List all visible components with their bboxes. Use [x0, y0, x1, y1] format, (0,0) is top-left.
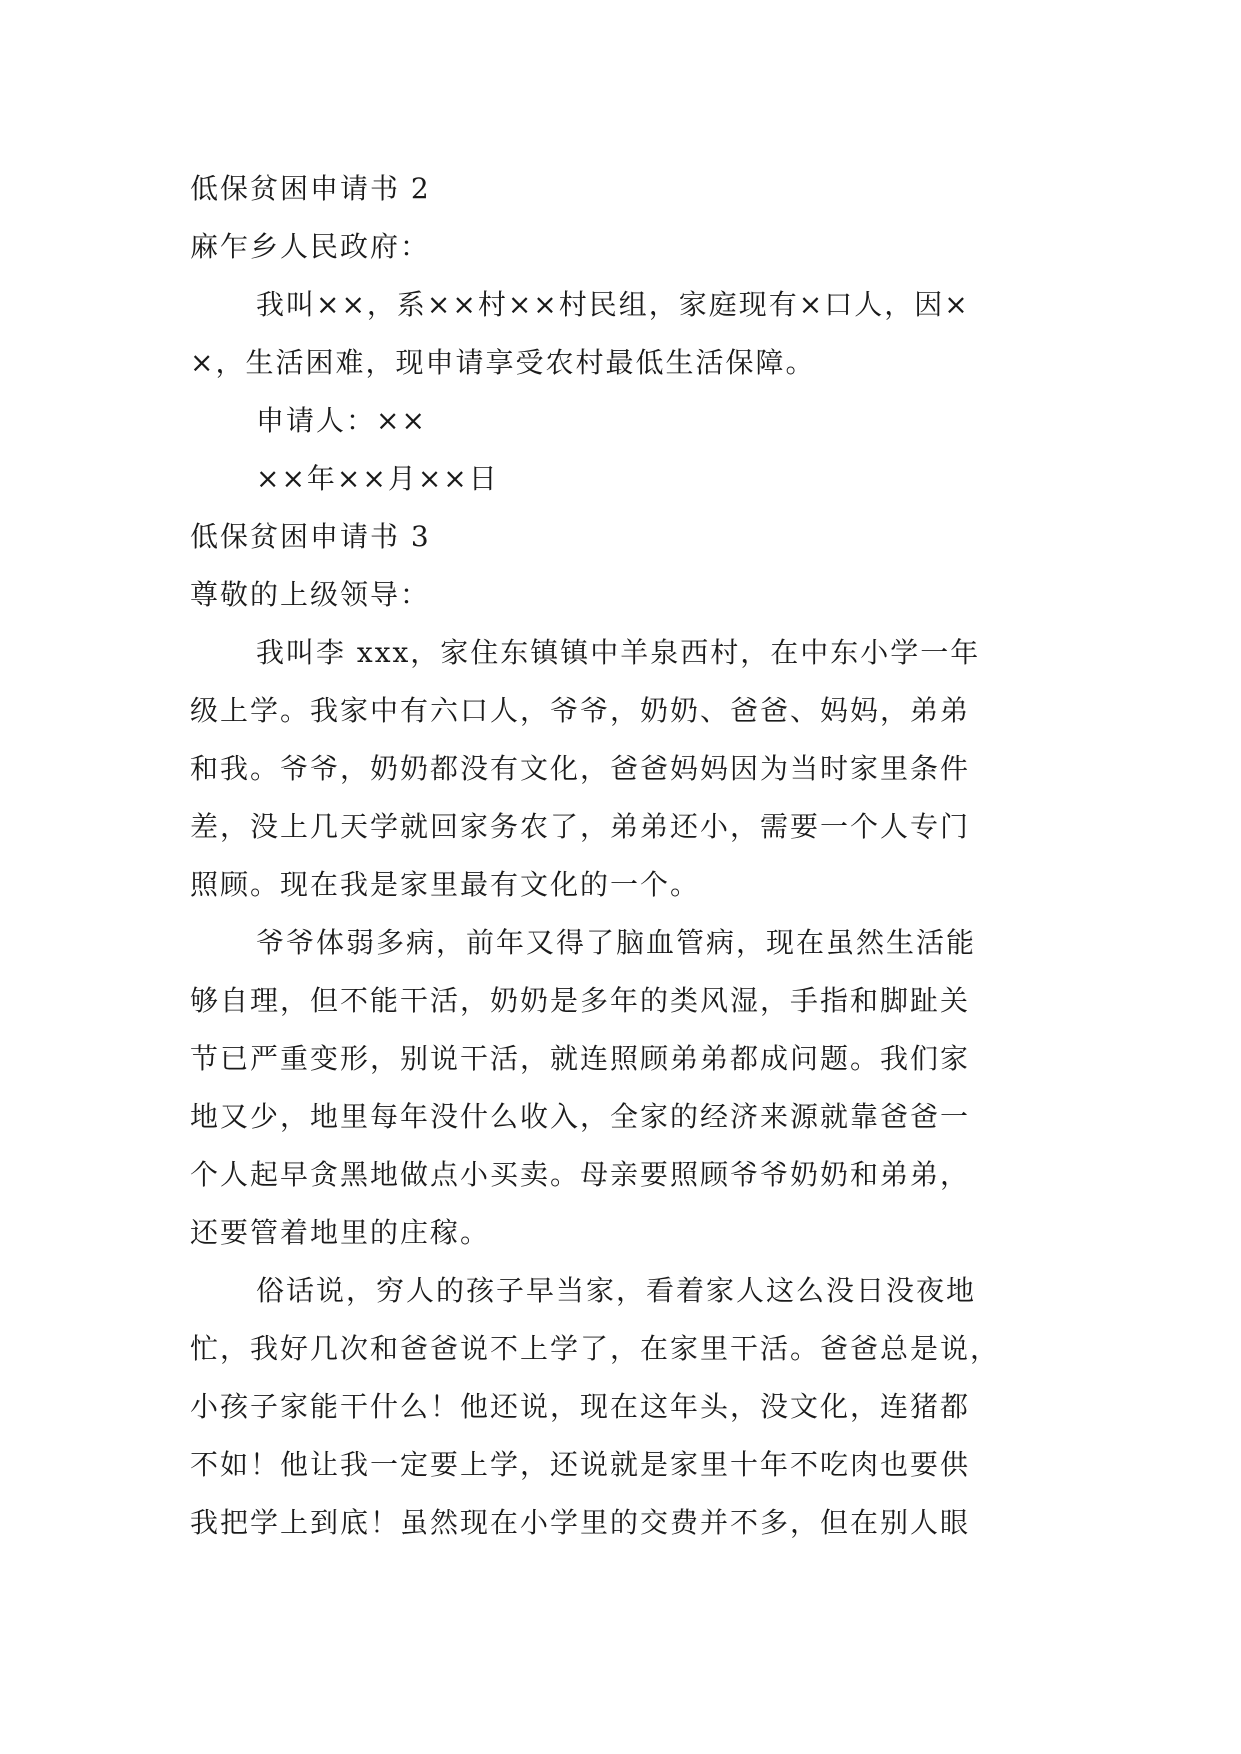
paragraph-line: 够自理，但不能干活，奶奶是多年的类风湿，手指和脚趾关: [190, 984, 971, 1017]
salutation-1: 麻乍乡人民政府：: [190, 230, 431, 263]
paragraph-line: 还要管着地里的庄稼。: [190, 1216, 491, 1249]
paragraph-line: 小孩子家能干什么！他还说，现在这年头，没文化，连猪都: [190, 1390, 971, 1423]
paragraph-line: 我把学上到底！虽然现在小学里的交费并不多，但在别人眼: [190, 1506, 971, 1539]
section-title-3: 低保贫困申请书 3: [190, 520, 431, 553]
paragraph-line: 爷爷体弱多病，前年又得了脑血管病，现在虽然生活能: [256, 926, 977, 959]
paragraph-line: 照顾。现在我是家里最有文化的一个。: [190, 868, 701, 901]
paragraph-line: 俗话说，穷人的孩子早当家，看着家人这么没日没夜地: [256, 1274, 977, 1307]
paragraph-line: 不如！他让我一定要上学，还说就是家里十年不吃肉也要供: [190, 1448, 971, 1481]
paragraph-line: ×，生活困难，现申请享受农村最低生活保障。: [190, 346, 816, 379]
paragraph-line: 个人起早贪黑地做点小买卖。母亲要照顾爷爷奶奶和弟弟，: [190, 1158, 971, 1191]
paragraph-line: 我叫××，系××村××村民组，家庭现有×口人，因×: [256, 288, 970, 321]
document-body: [190, 160, 1060, 1552]
date-line: ××年××月××日: [256, 462, 499, 495]
paragraph-line: 忙，我好几次和爸爸说不上学了，在家里干活。爸爸总是说，: [190, 1332, 1001, 1365]
paragraph-line: 差，没上几天学就回家务农了，弟弟还小，需要一个人专门: [190, 810, 971, 843]
paragraph-line: 我叫李 xxx，家住东镇镇中羊泉西村，在中东小学一年: [256, 636, 981, 669]
section-title-2: 低保贫困申请书 2: [190, 172, 431, 205]
paragraph-line: 和我。爷爷，奶奶都没有文化，爸爸妈妈因为当时家里条件: [190, 752, 971, 785]
paragraph-line: 节已严重变形，别说干活，就连照顾弟弟都成问题。我们家: [190, 1042, 971, 1075]
salutation-2: 尊敬的上级领导：: [190, 578, 431, 611]
paragraph-line: 级上学。我家中有六口人，爷爷，奶奶、爸爸、妈妈，弟弟: [190, 694, 971, 727]
paragraph-line: 地又少，地里每年没什么收入，全家的经济来源就靠爸爸一: [190, 1100, 971, 1133]
applicant-line: 申请人：××: [256, 404, 427, 437]
